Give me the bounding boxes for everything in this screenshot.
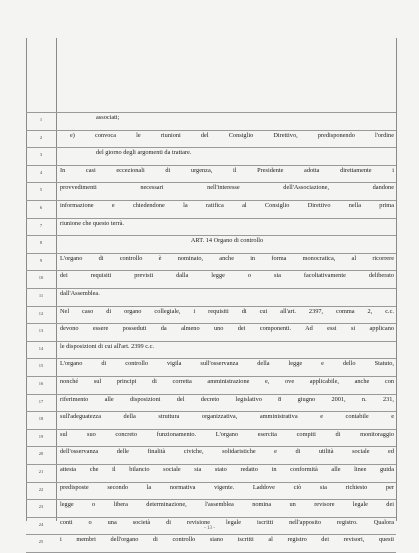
- document-line: [26, 288, 396, 306]
- document-line: [26, 482, 396, 500]
- line-text: nonché sul principi di corretta amministrazione e, ove applicabile, anche con: [60, 378, 394, 385]
- line-number: 4: [39, 169, 43, 175]
- document-line: [26, 323, 396, 341]
- line-number: 15: [38, 363, 44, 369]
- line-number: 7: [39, 222, 43, 228]
- line-number: 5: [39, 187, 43, 193]
- line-number: 25: [38, 539, 44, 545]
- line-text: ART. 14 Organo di controllo: [190, 237, 264, 245]
- line-text: provvedimenti necessari nell'interesse dell'Associazione, dandone: [60, 184, 394, 192]
- document-line: [26, 165, 396, 183]
- line-text: sull'adeguatezza della struttura organizzativa, amministrativa e contabile e: [60, 413, 394, 421]
- document-line: [26, 235, 396, 253]
- document-line: [26, 112, 396, 130]
- line-text: le disposizioni di cui all'art. 2399 c.c.: [60, 342, 154, 350]
- line-number: 17: [38, 398, 44, 404]
- line-text: riunione che questo terrà.: [60, 219, 124, 227]
- document-line: [26, 341, 396, 359]
- line-text: conti o una società di revisione legale iscritti nell'apposito registro. Qualora: [60, 518, 394, 526]
- line-text: Nel caso di organo collegiale, i requisiti di cui all'art. 2397, comma 2, c.c.: [60, 307, 394, 315]
- line-number: 14: [38, 345, 44, 351]
- line-text: associati;: [96, 114, 120, 121]
- document-line: [26, 147, 396, 165]
- line-number: 8: [39, 240, 43, 246]
- line-number: 12: [38, 310, 44, 316]
- line-text: sul suo concreto funzionamento. L'organo esercita compiti di monitoraggio: [60, 430, 394, 438]
- line-number: 19: [38, 433, 44, 439]
- document-line: [26, 499, 396, 517]
- line-number: 6: [39, 205, 43, 210]
- line-number: 3: [39, 152, 43, 158]
- document-line: [26, 218, 396, 236]
- line-text: dall'Assemblea.: [60, 290, 100, 297]
- line-number: 24: [38, 521, 44, 527]
- document-line: [26, 446, 396, 464]
- line-number: 1: [39, 117, 43, 122]
- line-number: 18: [38, 416, 44, 422]
- document-line: [26, 411, 396, 429]
- document-line: [26, 200, 396, 218]
- line-text: dei requisiti previsti dalla legge o sia facoltativamente deliberato: [60, 272, 394, 280]
- document-line: [26, 464, 396, 482]
- line-number: 10: [38, 275, 44, 281]
- line-text: legge o libera determinazione, l'assemblea nomina un revisore legale dei: [60, 501, 394, 509]
- document-line: [26, 130, 396, 148]
- document-line: [26, 182, 396, 200]
- line-number: 11: [38, 293, 44, 298]
- page-number: - 13 -: [204, 526, 215, 531]
- line-text: predisposte secondo la normativa vigente. Laddove ciò sia richiesto per: [60, 483, 394, 491]
- line-text: attesta che il bilancio sociale sia stato redatto in conformità alle linee guida: [60, 466, 394, 473]
- document-line: [26, 534, 396, 552]
- line-text: dell'osservanza delle finalità civiche, solidaristiche e di utilità sociale ed: [60, 448, 394, 456]
- document-line: [26, 358, 396, 376]
- line-number: 20: [38, 451, 44, 457]
- line-number: 23: [38, 504, 44, 510]
- document-line: [26, 394, 396, 412]
- document-line: [26, 429, 396, 447]
- line-text: L'organo di controllo vigila sull'osservanza della legge e dello Statuto,: [60, 360, 394, 368]
- line-number: 22: [38, 486, 44, 492]
- margin-line-right: [396, 38, 397, 521]
- line-text: L'organo di controllo è nominato, anche in forma monocratica, al ricorrere: [60, 254, 394, 262]
- document-line: [26, 376, 396, 394]
- line-text: riferimento alle disposizioni del decreto legislativo 8 giugno 2001, n. 231,: [60, 395, 394, 403]
- line-text: i membri dell'organo di controllo siano iscritti al registro dei revisori, questi: [60, 536, 394, 544]
- line-text: informazione e chiedendone la ratifica al Consiglio Direttivo nella prima: [60, 202, 394, 209]
- line-number: 9: [39, 257, 43, 263]
- line-text: del giorno degli argomenti da trattare.: [96, 149, 192, 157]
- line-number: 2: [39, 134, 43, 140]
- line-number: 21: [38, 469, 44, 474]
- line-text: e) convoca le riunioni del Consiglio Direttivo, predisponendo l'ordine: [70, 131, 394, 139]
- line-number: 16: [38, 381, 44, 386]
- document-line: [26, 253, 396, 271]
- document-line: [26, 270, 396, 288]
- line-text: In casi eccezionali di urgenza, il Presidente adotta direttamente i: [60, 166, 394, 174]
- line-number: 13: [38, 328, 44, 334]
- line-text: devono essere posseduti da almeno uno dei componenti. Ad essi si applicano: [60, 325, 394, 333]
- document-line: [26, 306, 396, 324]
